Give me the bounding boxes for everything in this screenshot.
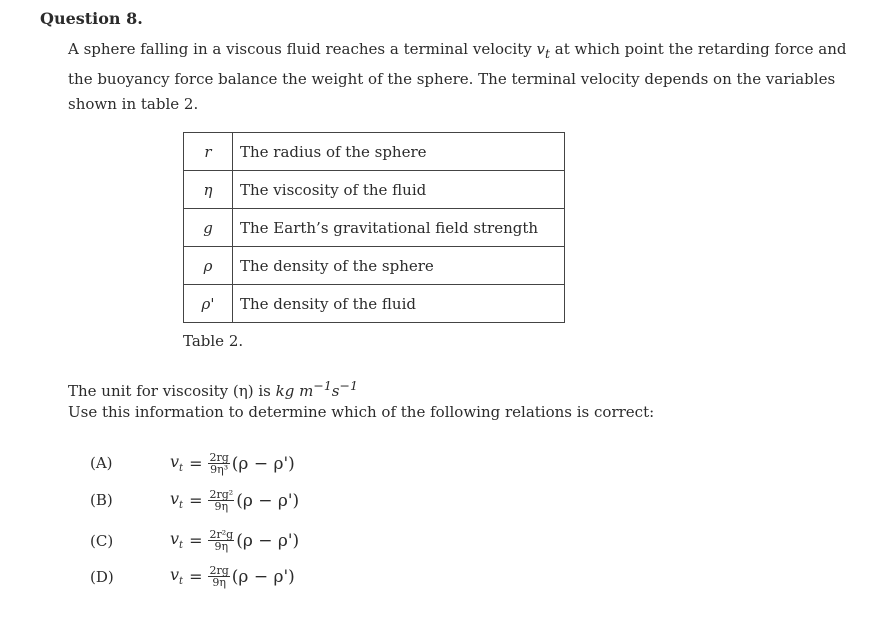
table-symbol: g bbox=[184, 209, 233, 247]
fraction-denominator: 9η bbox=[214, 540, 229, 553]
table-symbol: r bbox=[184, 133, 233, 171]
table-symbol: η bbox=[184, 171, 233, 209]
fraction-denominator: 9η bbox=[214, 500, 229, 513]
option-equation-d[interactable] bbox=[170, 565, 295, 588]
option-label-a[interactable]: (A) bbox=[90, 454, 113, 472]
table-description: The density of the fluid bbox=[233, 285, 565, 323]
velocity-symbol: $v_t$ bbox=[170, 489, 184, 512]
equals-sign: = bbox=[189, 531, 203, 550]
table-symbol: ρ' bbox=[184, 285, 233, 323]
table-description: The Earth’s gravitational field strength bbox=[233, 209, 565, 247]
question-text bbox=[68, 37, 858, 118]
option-label-b[interactable]: (B) bbox=[90, 491, 113, 509]
table-row bbox=[184, 133, 565, 171]
equals-sign: = bbox=[189, 567, 203, 586]
terminal-velocity-symbol: $v_t$ bbox=[536, 40, 551, 61]
table-description: The radius of the sphere bbox=[233, 133, 565, 171]
fraction bbox=[208, 452, 229, 475]
table-symbol: ρ bbox=[184, 247, 233, 285]
intro-text-b: at which point the retarding force and the buoyancy force balance the weight of the sphere. The terminal velocity depends on the variables shown in table 2. bbox=[68, 40, 847, 113]
fraction-numerator: 2rg bbox=[209, 451, 229, 464]
instruction-text: Use this information to determine which of the following relations is correct: bbox=[68, 403, 655, 421]
table-row bbox=[184, 285, 565, 323]
option-equation-a[interactable] bbox=[170, 452, 295, 475]
fraction-numerator: 2rg² bbox=[209, 488, 234, 501]
unit-prefix: The unit for viscosity (η) is bbox=[68, 382, 271, 400]
option-label-c[interactable]: (C) bbox=[90, 532, 114, 550]
fraction-denominator: 9η³ bbox=[210, 463, 229, 476]
velocity-symbol: $v_t$ bbox=[170, 565, 184, 588]
equals-sign: = bbox=[189, 454, 203, 473]
intro-text-a: A sphere falling in a viscous fluid reaches a terminal velocity bbox=[68, 40, 532, 58]
fraction-denominator: 9η bbox=[212, 576, 226, 589]
question-title: Question 8. bbox=[40, 9, 143, 28]
table-description: The density of the sphere bbox=[233, 247, 565, 285]
table-row bbox=[184, 171, 565, 209]
table-caption: Table 2. bbox=[183, 332, 244, 350]
fraction-numerator: 2r²g bbox=[209, 528, 234, 541]
table-description: The viscosity of the fluid bbox=[233, 171, 565, 209]
table-row bbox=[184, 247, 565, 285]
fraction bbox=[208, 529, 234, 552]
density-difference: (ρ − ρ') bbox=[231, 566, 295, 587]
velocity-symbol: $v_t$ bbox=[170, 529, 184, 552]
option-equation-c[interactable] bbox=[170, 529, 299, 552]
density-difference: (ρ − ρ') bbox=[236, 530, 300, 551]
viscosity-unit-line bbox=[68, 378, 358, 400]
fraction-numerator: 2rg bbox=[209, 564, 229, 577]
equals-sign: = bbox=[189, 491, 203, 510]
variables-table bbox=[183, 132, 565, 323]
unit-expression: kg $m^{-1}s^{-1}$ bbox=[275, 378, 358, 400]
fraction bbox=[208, 489, 234, 512]
velocity-symbol: $v_t$ bbox=[170, 452, 184, 475]
option-label-d[interactable]: (D) bbox=[90, 568, 114, 586]
option-equation-b[interactable] bbox=[170, 489, 299, 512]
density-difference: (ρ − ρ') bbox=[231, 453, 295, 474]
table-row bbox=[184, 209, 565, 247]
density-difference: (ρ − ρ') bbox=[236, 490, 300, 511]
fraction bbox=[208, 565, 229, 588]
